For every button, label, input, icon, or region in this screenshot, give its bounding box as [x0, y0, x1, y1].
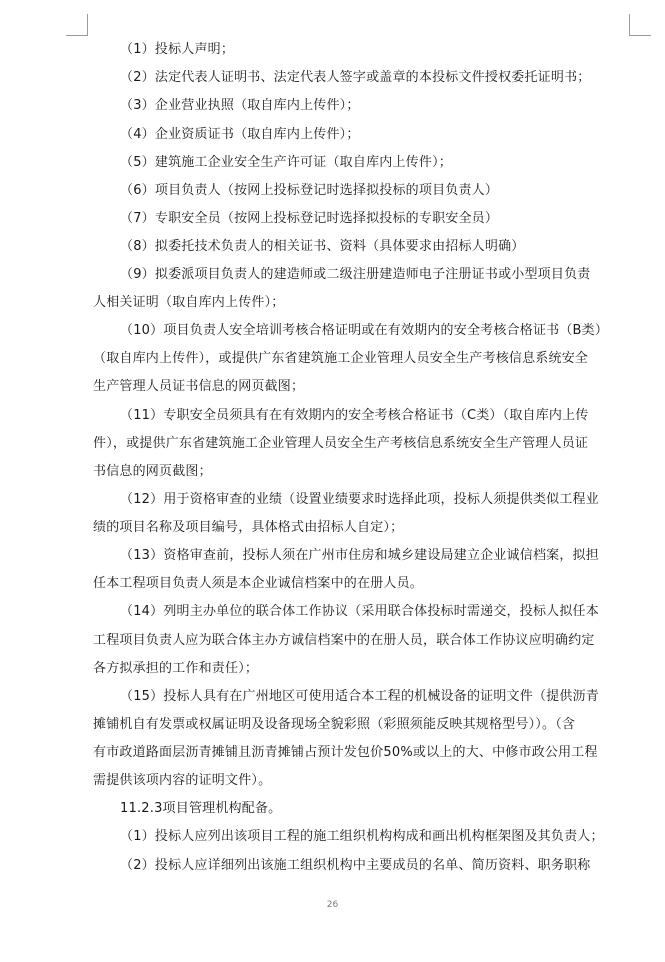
paragraph-14-line-1: （14）列明主办单位的联合体工作协议（采用联合体投标时需递交，投标人拟任本	[120, 604, 599, 619]
crop-mark-top-right-horizontal	[629, 35, 651, 36]
paragraph-4-line-1: （4）企业资质证书（取自库内上传件）；	[120, 127, 360, 142]
paragraph-6-line-1: （6）项目负责人（按网上投标登记时选择拟投标的项目负责人）	[120, 183, 499, 198]
paragraph-18-line-1: （2）投标人应详细列出该施工组织机构中主要成员的名单、简历资料、职务职称	[120, 858, 591, 873]
paragraph-10-line-1: （10）项目负责人安全培训考核合格证明或在有效期内的安全考核合格证书（B类）	[120, 323, 609, 338]
paragraph-5-line-1: （5）建筑施工企业安全生产许可证（取自库内上传件）；	[120, 155, 452, 170]
paragraph-15-line-1: （15）投标人具有在广州地区可使用适合本工程的机械设备的证明文件（提供沥青	[120, 689, 599, 704]
page-number: 26	[326, 900, 339, 910]
paragraph-7-line-1: （7）专职安全员（按网上投标登记时选择拟投标的专职安全员）	[120, 211, 499, 226]
paragraph-9-line-2: 人相关证明（取自库内上传件）；	[93, 295, 285, 310]
paragraph-3-line-1: （3）企业营业执照（取自库内上传件）；	[120, 98, 360, 113]
paragraph-13-line-1: （13）资格审查前，投标人须在广州市住房和城乡建设局建立企业诚信档案，拟担	[120, 548, 599, 563]
crop-mark-top-left-horizontal	[66, 35, 88, 36]
paragraph-13-line-2: 任本工程项目负责人须是本企业诚信档案中的在册人员。	[93, 576, 424, 591]
paragraph-15-line-2: 摊铺机自有发票或权属证明及设备现场全貌彩照（彩照须能反映其规格型号））。（含	[93, 717, 576, 732]
paragraph-11-line-2: 件），或提供广东省建筑施工企业管理人员安全生产考核信息系统安全生产管理人员证	[93, 436, 589, 451]
paragraph-10-line-3: 生产管理人员证书信息的网页截图；	[93, 379, 305, 394]
paragraph-17-line-1: （1）投标人应列出该项目工程的施工组织机构构成和画出机构框架图及其负责人；	[120, 829, 604, 844]
crop-mark-top-left-vertical	[87, 14, 88, 36]
paragraph-15-line-3: 有市政道路面层沥青摊铺且沥青摊铺占预计发包价50%或以上的大、中修市政公用工程	[93, 745, 598, 760]
paragraph-14-line-2: 工程项目负责人应为联合体主办方诚信档案中的在册人员，联合体工作协议应明确约定	[93, 633, 595, 648]
crop-mark-top-right-vertical	[629, 14, 630, 36]
paragraph-8-line-1: （8）拟委托技术负责人的相关证书、资料（具体要求由招标人明确）	[120, 239, 525, 254]
paragraph-11-line-1: （11）专职安全员须具有在有效期内的安全考核合格证书（C类）（取自库内上传	[120, 408, 589, 423]
paragraph-1-line-1: （1）投标人声明；	[120, 42, 235, 57]
paragraph-10-line-2: （取自库内上传件），或提供广东省建筑施工企业管理人员安全生产考核信息系统安全	[93, 351, 589, 366]
paragraph-9-line-1: （9）拟委派项目负责人的建造师或二级注册建造师电子注册证书或小型项目负责	[120, 267, 591, 282]
section-heading-11-2-3: 11.2.3项目管理机构配备。	[120, 801, 282, 816]
paragraph-12-line-2: 绩的项目名称及项目编号，具体格式由招标人自定）；	[93, 520, 404, 535]
paragraph-12-line-1: （12）用于资格审查的业绩（设置业绩要求时选择此项，投标人须提供类似工程业	[120, 492, 599, 507]
paragraph-2-line-1: （2）法定代表人证明书、法定代表人签字或盖章的本投标文件授权委托证明书；	[120, 70, 591, 85]
paragraph-11-line-3: 书信息的网页截图；	[93, 464, 212, 479]
paragraph-15-line-4: 需提供该项内容的证明文件）。	[93, 773, 272, 788]
paragraph-14-line-3: 各方拟承担的工作和责任）；	[93, 661, 259, 676]
